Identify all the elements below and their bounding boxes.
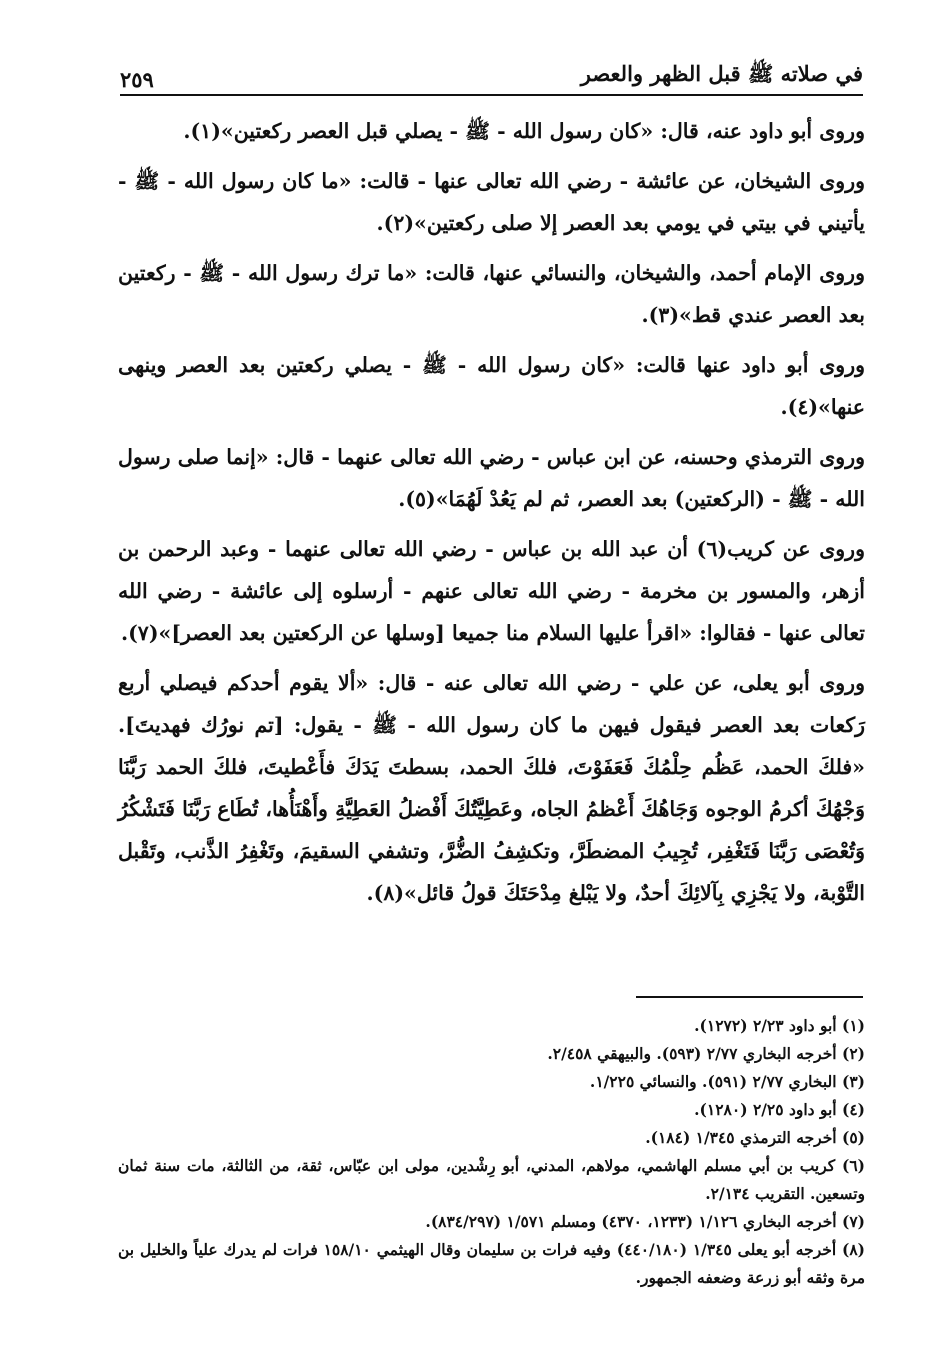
page-number: ٢٥٩	[120, 67, 154, 92]
paragraph: وروى أبو يعلى، عن علي - رضي الله تعالى عنه - قال: «ألا يقوم أحدكم فيصلي أربع رَكعات بعد العصر فيقول فيهن ما كان رسول الله - ﷺ - يقول: [تم نورُك فهديتَ]. «فلكَ الحمد، عَظُم حِلْمُكَ فَعَفَوْتَ، فلكَ الحمد، بسطتَ يَدَكَ فأَعْطيتَ، فلكَ الحمد رَبَّنَا وَجْهُكَ أكرمُ الوجوه وَجَاهُكَ أَعْظمُ الجاه، وعَطِيَّتُكَ أَفْضلُ العَطِيَّةِ وأَهْنَأُها، تُطَاع رَبَّنَا فَتَشْكُرُ وَتُعْصَى رَبَّنَا فَتَغْفِر، تُجِيبُ المضطَرَّ، وتكشِفُ الضُّرَّ، وتشفي السقيمَ، وتَغْفِرُ الذَّنب، وتَقْبل التَّوْبة، ولا يَجْزِي بِآلائِكَ أحدٌ، ولا يَبْلغ مِدْحَتَكَ قولُ قائل»(٨).	[118, 671, 865, 905]
page-header	[120, 58, 863, 92]
footnote: (٨) أخرجه أبو يعلى ١/٣٤٥ (٤٤٠/١٨٠) وفيه فرات بن سليمان وقال الهيثمي ١٥٨/١٠ فرات لم يدرك علياً والخليل بن مرة وثقه أبو زرعة وضعفه الجمهور.	[118, 1240, 865, 1287]
paragraph: وروى أبو داود عنها قالت: «كان رسول الله - ﷺ - يصلي ركعتين بعد العصر وينهى عنها»(٤).	[118, 353, 865, 419]
footnote-separator	[636, 996, 863, 998]
paragraph: وروى الترمذي وحسنه، عن ابن عباس - رضي الله تعالى عنهما - قال: «إنما صلى رسول الله - ﷺ - (الركعتين) بعد العصر، ثم لم يَعُدْ لَهُمَا»(٥).	[118, 445, 865, 511]
paragraph: وروى الشيخان، عن عائشة - رضي الله تعالى عنها - قالت: «ما كان رسول الله - ﷺ - يأتيني في بيتي في يومي بعد العصر إلا صلى ركعتين»(٢).	[118, 169, 865, 235]
header-rule	[120, 94, 863, 96]
footnote: (٥) أخرجه الترمذي ١/٣٤٥ (١٨٤).	[645, 1128, 865, 1147]
footnote: (٤) أبو داود ٢/٢٥ (١٢٨٠).	[694, 1100, 865, 1119]
footnote: (٦) كريب بن أبي مسلم الهاشمي، مولاهم، المدني، أبو رِشْدين، مولى ابن عبّاس، ثقة، من الثالثة، مات سنة ثمان وتسعين. التقريب ٢/١٣٤.	[118, 1156, 865, 1203]
running-title: في صلاته ﷺ قبل الظهر والعصر	[580, 61, 863, 86]
footnote: (٢) أخرجه البخاري ٢/٧٧ (٥٩٣). والبيهقي ٢/٤٥٨.	[547, 1044, 865, 1063]
footnote: (٣) البخاري ٢/٧٧ (٥٩١). والنسائي ١/٢٢٥.	[589, 1072, 865, 1091]
main-text	[118, 110, 865, 922]
paragraph: وروى الإمام أحمد، والشيخان، والنسائي عنها، قالت: «ما ترك رسول الله - ﷺ - ركعتين بعد العصر عندي قط»(٣).	[118, 261, 865, 327]
footnotes	[118, 1012, 865, 1292]
paragraph: وروى عن كريب(٦) أن عبد الله بن عباس - رضي الله تعالى عنهما - وعبد الرحمن بن أزهر، والمسور بن مخرمة - رضي الله تعالى عنهم - أرسلوه إلى عائشة - رضي الله تعالى عنها - فقالوا: «اقرأ عليها السلام منا جميعا [وسلها عن الركعتين بعد العصر]»(٧).	[118, 537, 865, 645]
footnote: (٧) أخرجه البخاري ١/١٢٦ (١٢٣٣، ٤٣٧٠) ومسلم ١/٥٧١ (٨٣٤/٢٩٧).	[425, 1212, 865, 1231]
footnote: (١) أبو داود ٢/٢٣ (١٢٧٢).	[694, 1016, 865, 1035]
paragraph: وروى أبو داود عنه، قال: «كان رسول الله - ﷺ - يصلي قبل العصر ركعتين»(١).	[183, 119, 865, 143]
